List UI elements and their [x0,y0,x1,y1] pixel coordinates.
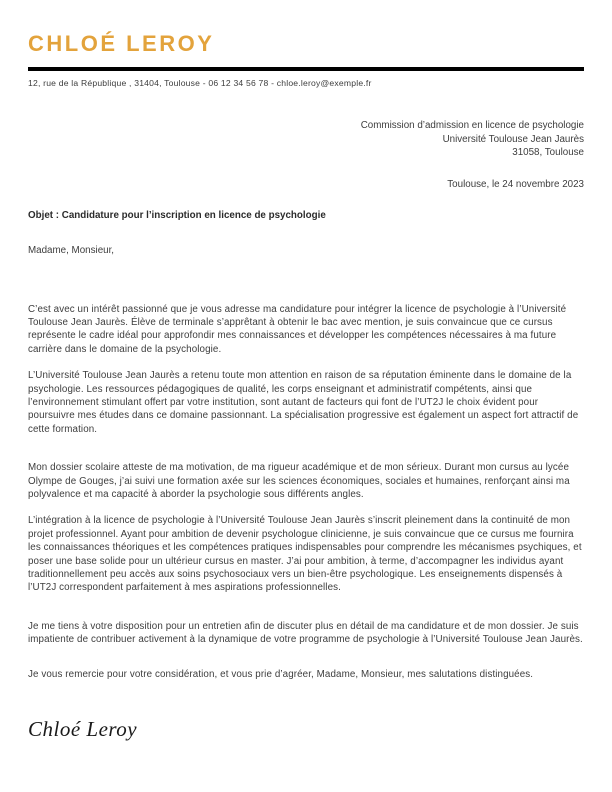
body-paragraph-closing-formula: Je vous remercie pour votre considération, et vous prie d’agréer, Madame, Monsieur, mes salutations distinguées. [28,668,534,680]
body-paragraph-intro: C’est avec un intérêt passionné que je vous adresse ma candidature pour intégrer la licence de psychologie à l’Université Toulouse Jean Jaurès. Élève de terminale s’apprêtant à obtenir le bac avec mention, je suis convaincue que ce cursus représente le cadre idéal pour approfondir mes connaissances et développer les compétences nécessaires à ma future carrière dans le domaine de la psychologie. [28,303,567,355]
body-paragraph-interview-availability: Je me tiens à votre disposition pour un entretien afin de discuter plus en détail de ma candidature et de mon dossier. Je suis impatiente de contribuer activement à la dynamique de votre programme de psychologie à l’Université Toulouse Jean Jaurès. [28,620,583,646]
recipient-block [28,119,584,159]
recipient-line-organization: Commission d’admission en licence de psychologie [360,120,584,132]
letter-body [28,303,584,682]
recipient-line-city: 31058, Toulouse [512,146,584,158]
body-paragraph-university-choice: L’Université Toulouse Jean Jaurès a retenu toute mon attention en raison de sa réputation éminente dans le domaine de la psychologie. Les ressources pédagogiques de qualité, les corps enseignant et administratif compétents, ainsi que l’environnement stimulant offert par votre institution, sont autant de facteurs qui font de l’UT2J le choix évident pour poursuivre mes études dans ce domaine passionnant. La spécialisation progressive est également un aspect fort attractif de cette formation. [28,370,579,435]
subject-line: Objet : Candidature pour l’inscription en licence de psychologie [28,209,326,221]
date-line: Toulouse, le 24 novembre 2023 [447,179,584,191]
signature: Chloé Leroy [28,717,138,742]
salutation: Madame, Monsieur, [28,245,115,257]
sender-name: CHLOÉ LEROY [28,31,215,56]
body-paragraph-academic-record: Mon dossier scolaire atteste de ma motivation, de ma rigueur académique et de mon sérieux. Durant mon cursus au lycée Olympe de Gouges, j’ai suivi une formation axée sur les sciences économiques, sociales et humaines, renforçant ainsi ma polyvalence et ma capacité à aborder la psychologie sous différents angles. [28,462,570,500]
header-divider-rule [28,67,584,71]
recipient-line-university: Université Toulouse Jean Jaurès [442,133,584,145]
sender-contact-line: 12, rue de la République , 31404, Toulouse - 06 12 34 56 78 - chloe.leroy@exemple.fr [28,78,372,89]
body-paragraph-career-goal: L’intégration à la licence de psychologie à l’Université Toulouse Jean Jaurès s’inscrit pleinement dans la continuité de mon projet professionnel. Ayant pour ambition de devenir psychologue clinicienne, je suis convaincue que ce cursus me fournira les connaissances théoriques et les compétences pratiques indispensables pour comprendre les mécanismes psychiques, et poser une base solide pour un ultérieur cursus en master. J’ai pour ambition, à terme, d’accompagner les individus ayant traditionnellement peu accès aux soins psychosociaux vers un bien-être psychologique. Les enseignements dispensés à l’UT2J correspondent parfaitement à mes aspirations professionnelles. [28,515,582,594]
